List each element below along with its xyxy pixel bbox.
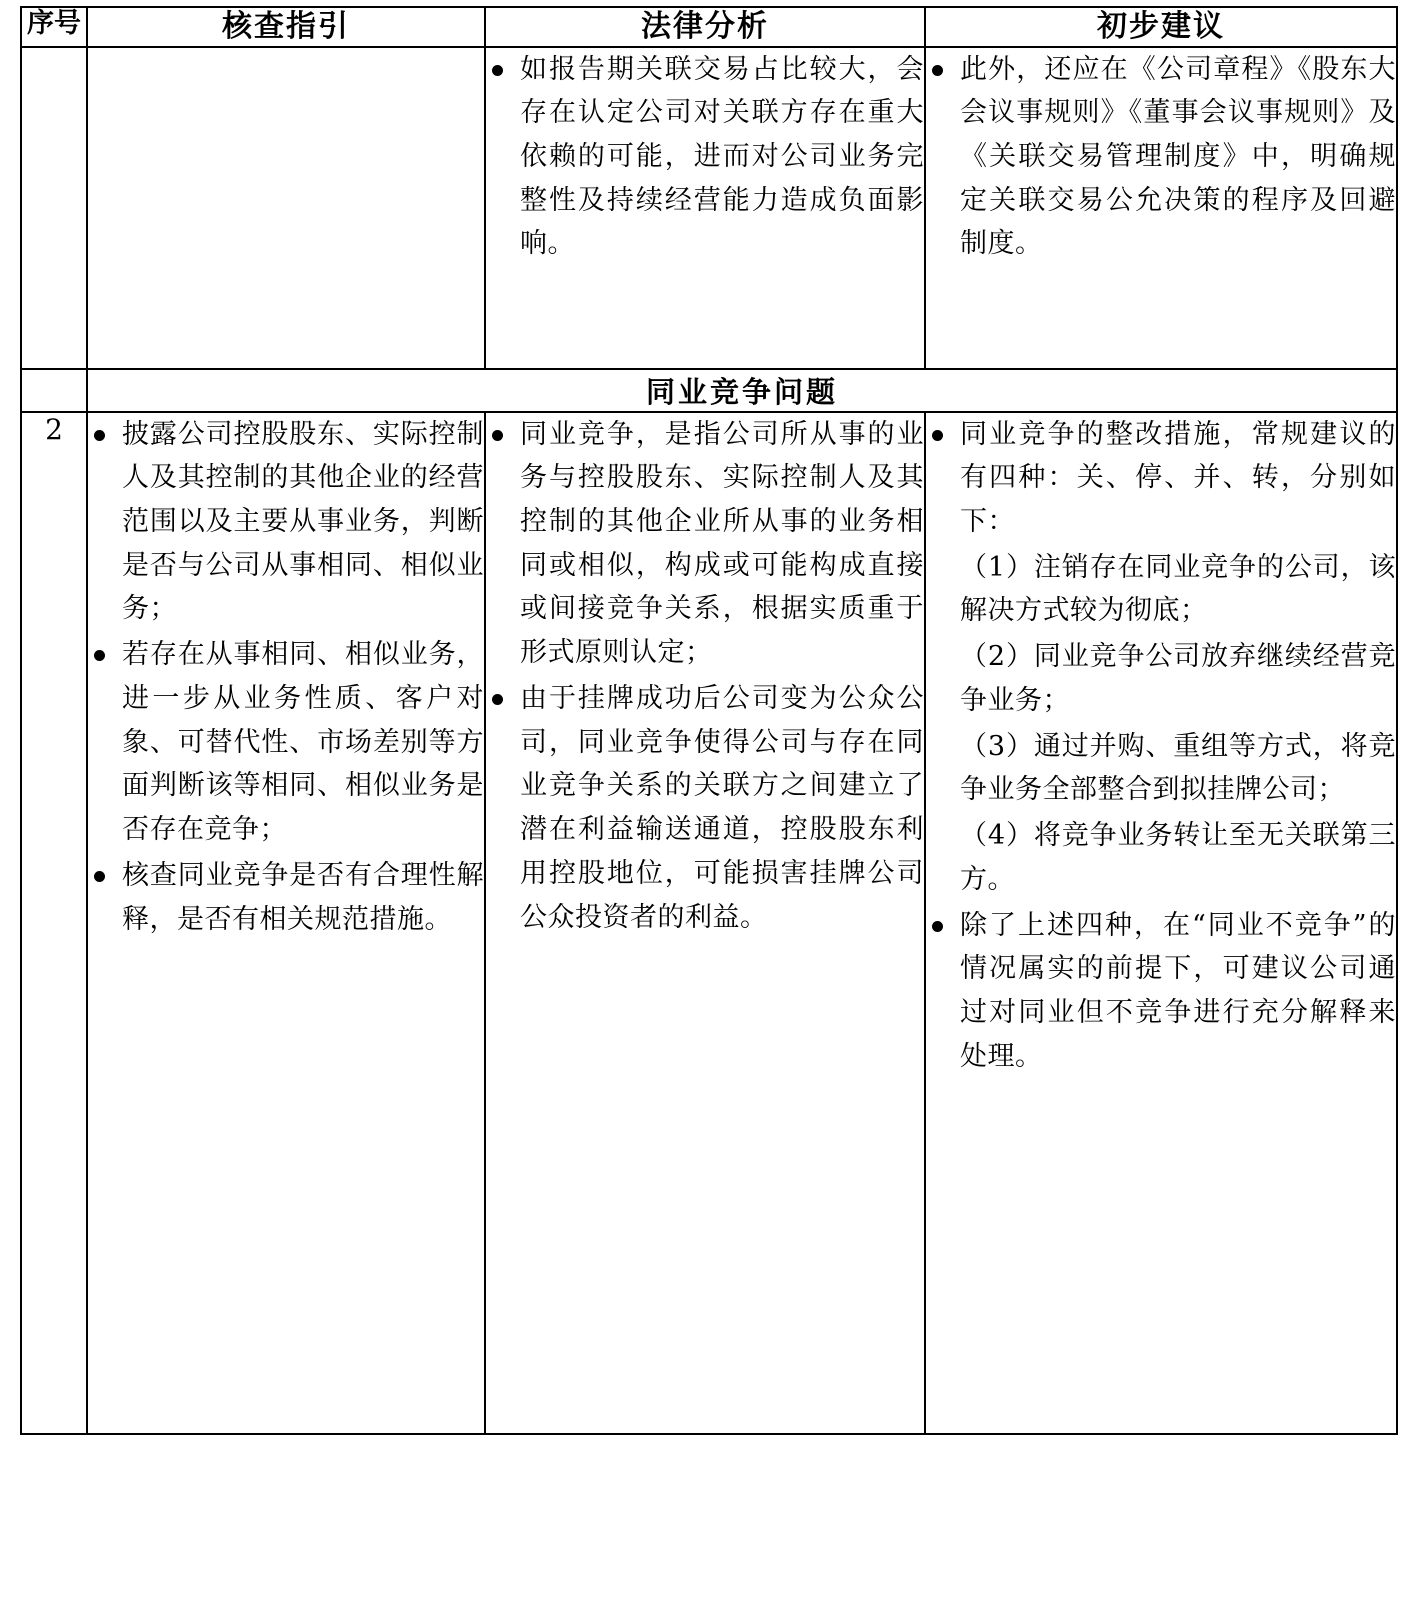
cell-advice: [925, 47, 1397, 369]
review-guidelines-table: [20, 6, 1398, 1435]
table-row: [21, 47, 1397, 369]
list-item: 同业竞争，是指公司所从事的业务与控股股东、实际控制人及其控制的其他企业所从事的业务相同或相似，构成或可能构成直接或间接竞争关系，根据实质重于形式原则认定；: [486, 413, 924, 675]
column-header-advice: 初步建议: [925, 7, 1397, 47]
cell-legal: [485, 412, 925, 1434]
section-title-row: [21, 369, 1397, 412]
column-header-seq: 序号: [21, 7, 87, 47]
list-item: 如报告期关联交易占比较大，会存在认定公司对关联方存在重大依赖的可能，进而对公司业务完整性及持续经营能力造成负面影响。: [486, 48, 924, 267]
list-item: 披露公司控股股东、实际控制人及其控制的其他企业的经营范围以及主要从事业务，判断是否与公司从事相同、相似业务；: [88, 413, 484, 632]
cell-seq-empty: [21, 369, 87, 412]
cell-guide-empty: [87, 47, 485, 369]
list-item: 此外，还应在《公司章程》《股东大会议事规则》《董事会议事规则》及《关联交易管理制度》中，明确规定关联交易公允决策的程序及回避制度。: [926, 48, 1396, 267]
list-item: 若存在从事相同、相似业务，进一步从业务性质、客户对象、可替代性、市场差别等方面判断该等相同、相似业务是否存在竞争；: [88, 633, 484, 852]
cell-seq: 2: [21, 412, 87, 1434]
list-item: （2）同业竞争公司放弃继续经营竞争业务；: [960, 641, 1396, 716]
document-page: [0, 6, 1418, 1435]
list-item: 除了上述四种，在“同业不竞争”的情况属实的前提下，可建议公司通过对同业但不竞争进行充分解释来处理。: [926, 904, 1396, 1079]
list-item: 由于挂牌成功后公司变为公众公司，同业竞争使得公司与存在同业竞争关系的关联方之间建立了潜在利益输送通道，控股股东利用控股地位，可能损害挂牌公司公众投资者的利益。: [486, 677, 924, 939]
list-item: （1）注销存在同业竞争的公司，该解决方式较为彻底；: [960, 551, 1396, 627]
cell-seq: [21, 47, 87, 369]
list-item: 核查同业竞争是否有合理性解释，是否有相关规范措施。: [88, 854, 484, 941]
list-item: 同业竞争的整改措施，常规建议的有四种：关、停、并、转，分别如下：: [926, 413, 1396, 544]
column-header-legal: 法律分析: [485, 7, 925, 47]
list-item: （3）通过并购、重组等方式，将竞争业务全部整合到拟挂牌公司；: [960, 730, 1396, 806]
cell-guide: [87, 412, 485, 1434]
table-header-row: [21, 7, 1397, 47]
cell-advice: [925, 412, 1397, 1434]
section-title: 同业竞争问题: [87, 369, 1397, 412]
cell-legal: [485, 47, 925, 369]
list-item: （4）将竞争业务转让至无关联第三方。: [960, 820, 1396, 895]
column-header-guide: 核查指引: [87, 7, 485, 47]
table-row: [21, 412, 1397, 1434]
